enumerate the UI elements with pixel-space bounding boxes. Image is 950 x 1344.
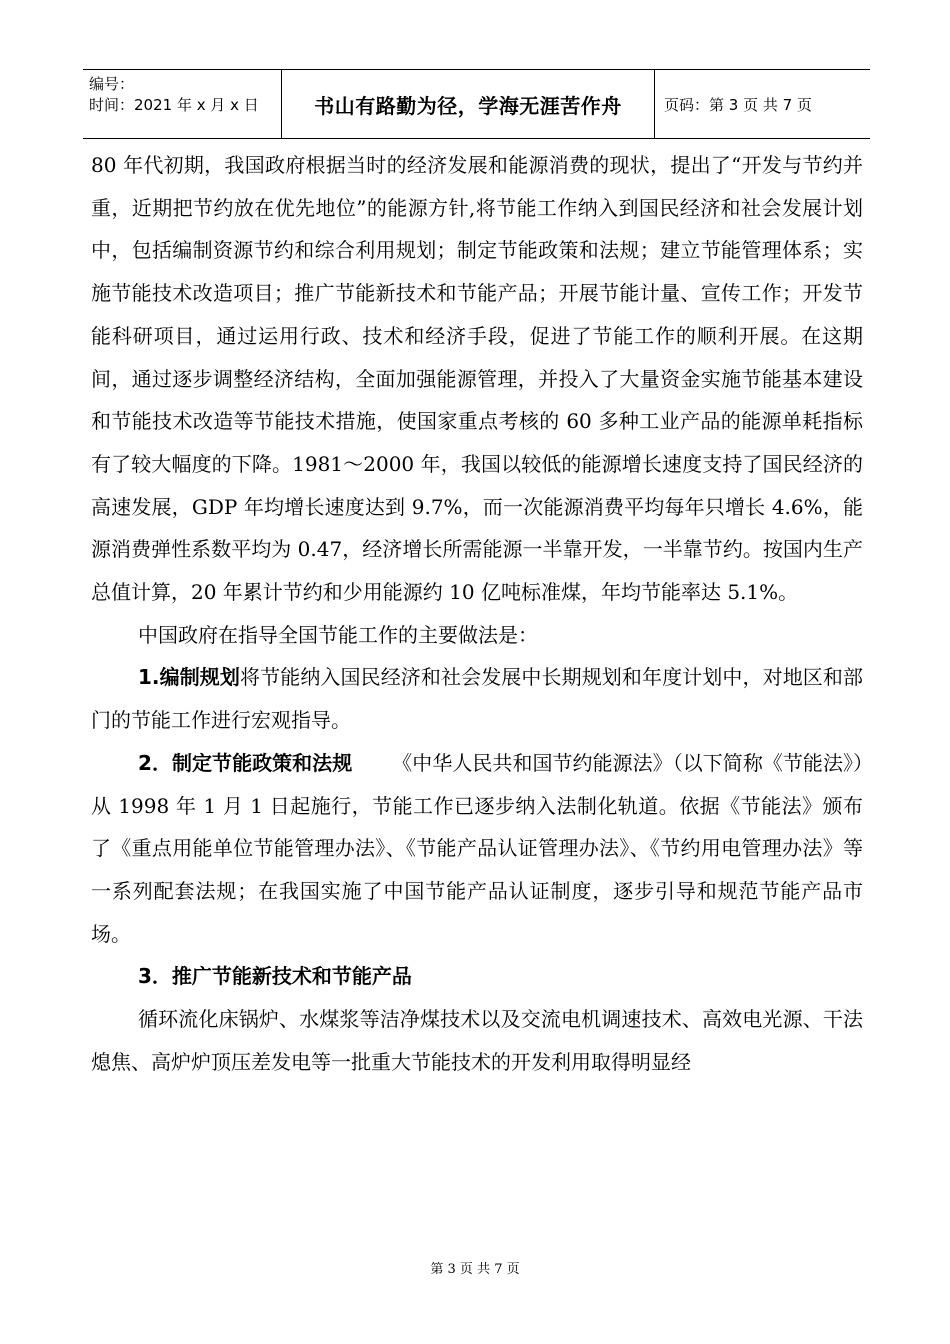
document-body <box>91 144 863 1083</box>
header-number-label: 编号： <box>89 75 135 93</box>
list-item-2-heading: 2．制定节能政策和法规 <box>138 750 353 775</box>
list-item-1 <box>91 656 863 741</box>
header-motto: 书山有路勤为径，学海无涯苦作舟 <box>282 70 655 138</box>
header-time-label: 时间：2021 年 x 月 x 日 <box>89 96 259 114</box>
list-item-2 <box>91 742 863 956</box>
body-paragraph-2: 中国政府在指导全国节能工作的主要做法是： <box>138 622 538 647</box>
page-footer: 第 3 页 共 7 页 <box>430 1262 520 1277</box>
header-page-info: 页码：第 3 页 共 7 页 <box>664 95 812 114</box>
list-item-3-paragraph: 循环流化床锅炉、水煤浆等洁净煤技术以及交流电机调速技术、高效电光源、干法熄焦、高炉炉顶压差发电等一批重大节能技术的开发利用取得明显经 <box>91 1007 863 1074</box>
body-paragraph-1: 80 年代初期，我国政府根据当时的经济发展和能源消费的现状，提出了“开发与节约并重，近期把节约放在优先地位”的能源方针,将节能工作纳入到国民经济和社会发展计划中，包括编制资源节约和综合利用规划；制定节能政策和法规；建立节能管理体系；实施节能技术改造项目；推广节能新技术和节能产品；开展节能计量、宣传工作；开发节能科研项目，通过运用行政、技术和经济手段，促进了节能工作的顺利开展。在这期间，通过逐步调整经济结构，全面加强能源管理，并投入了大量资金实施节能基本建设和节能技术改造等节能技术措施，使国家重点考核的 60 多种工业产品的能源单耗指标有了较大幅度的下降。1981～2000 年，我国以较低的能源增长速度支持了国民经济的高速发展，GDP 年均增长速度达到 9.7%，而一次能源消费平均每年只增长 4.6%，能源消费弹性系数平均为 0.47，经济增长所需能源一半靠开发，一半靠节约。按国内生产总值计算，20 年累计节约和少用能源约 10 亿吨标准煤，年均节能率达 5.1%。 <box>91 153 863 605</box>
list-item-3 <box>91 955 863 998</box>
list-item-1-text: 将节能纳入国民经济和社会发展中长期规划和年度计划中，对地区和部门的节能工作进行宏观指导。 <box>91 665 864 733</box>
header-meta <box>83 70 282 138</box>
document-header <box>83 69 870 139</box>
list-item-2-text: 《中华人民共和国节约能源法》（以下简称《节能法》）从 1998 年 1 月 1 日起施行，节能工作已逐步纳入法制化轨道。依据《节能法》颁布了《重点用能单位节能管理办法》、《节能产品认证管理办法》、《节约用电管理办法》等一系列配套法规；在我国实施了中国节能产品认证制度，逐步引导和规范节能产品市场。 <box>91 750 863 946</box>
list-item-1-heading: 1.编制规划 <box>138 665 241 690</box>
list-item-3-heading: 3．推广节能新技术和节能产品 <box>138 964 412 989</box>
